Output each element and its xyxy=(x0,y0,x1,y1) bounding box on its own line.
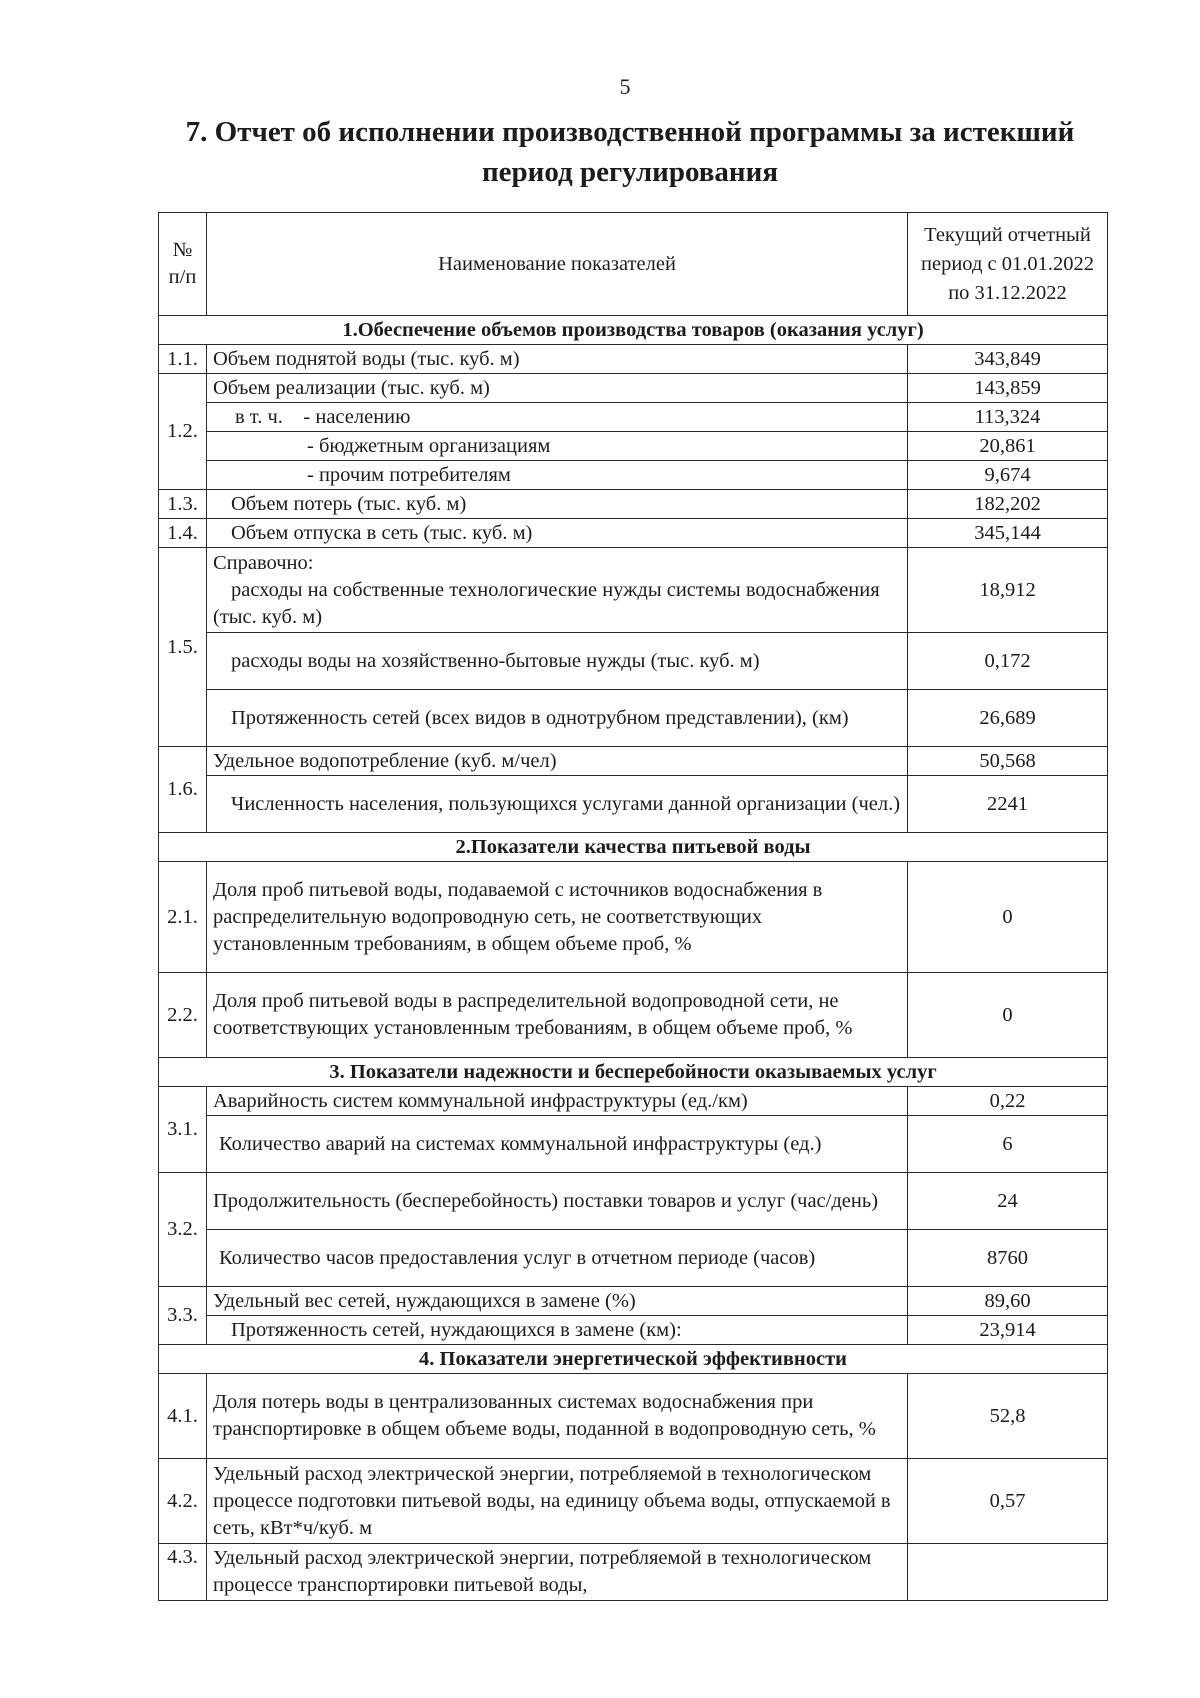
table-row xyxy=(159,519,1108,548)
table-row xyxy=(159,633,1108,690)
row-name: Объем поднятой воды (тыс. куб. м) xyxy=(207,345,908,374)
row-value: 24 xyxy=(908,1173,1108,1230)
row-value: 26,689 xyxy=(908,690,1108,747)
row-value: 9,674 xyxy=(908,461,1108,490)
table-row xyxy=(159,1544,1108,1601)
header-name: Наименование показателей xyxy=(207,213,908,316)
row-name: Удельный вес сетей, нуждающихся в замене (%) xyxy=(207,1287,908,1316)
production-program-table xyxy=(158,212,1108,1601)
row-value: 50,568 xyxy=(908,747,1108,776)
row-name: Доля проб питьевой воды в распределительной водопроводной сети, не соответствующих установленным требованиям, в общем объеме проб, % xyxy=(207,973,908,1058)
page-title: 7. Отчет об исполнении производственной программы за истекший период регулирования xyxy=(185,116,1075,188)
row-value: 182,202 xyxy=(908,490,1108,519)
row-value: 0 xyxy=(908,862,1108,973)
row-name: - бюджетным организациям xyxy=(207,432,908,461)
row-num: 4.1. xyxy=(159,1374,207,1459)
row-name: Численность населения, пользующихся услугами данной организации (чел.) xyxy=(207,776,908,833)
row-name-line: Справочно: xyxy=(213,551,314,574)
row-name: Продолжительность (бесперебойность) поставки товаров и услуг (час/день) xyxy=(207,1173,908,1230)
row-name-line: расходы на собственные технологические нужды системы водоснабжения (тыс. куб. м) xyxy=(213,578,880,628)
row-name: Доля проб питьевой воды, подаваемой с источников водоснабжения в распределительную водопроводную сеть, не соответствующих установленным требованиям, в общем объеме проб, % xyxy=(207,862,908,973)
row-value: 0,172 xyxy=(908,633,1108,690)
table-row xyxy=(159,862,1108,973)
row-name: Протяженность сетей (всех видов в однотрубном представлении), (км) xyxy=(207,690,908,747)
table-row xyxy=(159,374,1108,403)
row-name: Объем отпуска в сеть (тыс. куб. м) xyxy=(207,519,908,548)
row-num: 1.3. xyxy=(159,490,207,519)
row-value: 2241 xyxy=(908,776,1108,833)
section-title-2: 2.Показатели качества питьевой воды xyxy=(159,833,1108,862)
row-name: Доля потерь воды в централизованных системах водоснабжения при транспортировке в общем объеме воды, поданной в водопроводную сеть, % xyxy=(207,1374,908,1459)
row-value: 0 xyxy=(908,973,1108,1058)
section-row xyxy=(159,1058,1108,1087)
row-name: - прочим потребителям xyxy=(207,461,908,490)
row-num: 3.2. xyxy=(159,1173,207,1287)
section-row xyxy=(159,833,1108,862)
page-number: 5 xyxy=(619,74,631,99)
table-row xyxy=(159,403,1108,432)
row-name xyxy=(207,548,908,633)
table-row xyxy=(159,461,1108,490)
row-num: 2.1. xyxy=(159,862,207,973)
table-row xyxy=(159,690,1108,747)
table-row xyxy=(159,1116,1108,1173)
row-name: Аварийность систем коммунальной инфраструктуры (ед./км) xyxy=(207,1087,908,1116)
table-row xyxy=(159,973,1108,1058)
row-value: 23,914 xyxy=(908,1316,1108,1345)
table-row xyxy=(159,1287,1108,1316)
section-title-4: 4. Показатели энергетической эффективности xyxy=(159,1345,1108,1374)
row-value: 343,849 xyxy=(908,345,1108,374)
row-num: 1.1. xyxy=(159,345,207,374)
row-value: 113,324 xyxy=(908,403,1108,432)
row-name: Количество аварий на системах коммунальной инфраструктуры (ед.) xyxy=(207,1116,908,1173)
row-value: 143,859 xyxy=(908,374,1108,403)
row-value: 0,22 xyxy=(908,1087,1108,1116)
row-num: 3.1. xyxy=(159,1087,207,1173)
section-row xyxy=(159,1345,1108,1374)
row-name: Удельное водопотребление (куб. м/чел) xyxy=(207,747,908,776)
section-title-3: 3. Показатели надежности и бесперебойности оказываемых услуг xyxy=(159,1058,1108,1087)
row-name: Протяженность сетей, нуждающихся в замене (км): xyxy=(207,1316,908,1345)
row-num: 3.3. xyxy=(159,1287,207,1345)
row-value: 8760 xyxy=(908,1230,1108,1287)
row-value: 52,8 xyxy=(908,1374,1108,1459)
header-value: Текущий отчетный период с 01.01.2022 по 31.12.2022 xyxy=(908,213,1108,316)
row-value: 345,144 xyxy=(908,519,1108,548)
table-row xyxy=(159,490,1108,519)
row-num: 4.3. xyxy=(159,1544,207,1601)
table-row xyxy=(159,747,1108,776)
table-row xyxy=(159,1374,1108,1459)
row-value: 89,60 xyxy=(908,1287,1108,1316)
row-num: 1.6. xyxy=(159,747,207,833)
row-num: 1.4. xyxy=(159,519,207,548)
table-row xyxy=(159,776,1108,833)
row-name: Объем реализации (тыс. куб. м) xyxy=(207,374,908,403)
table-row xyxy=(159,1459,1108,1544)
row-num: 1.5. xyxy=(159,548,207,747)
row-name: расходы воды на хозяйственно-бытовые нужды (тыс. куб. м) xyxy=(207,633,908,690)
table-row xyxy=(159,1173,1108,1230)
table-row xyxy=(159,1316,1108,1345)
row-value: 18,912 xyxy=(908,548,1108,633)
section-title-1: 1.Обеспечение объемов производства товаров (оказания услуг) xyxy=(159,316,1108,345)
row-name: Количество часов предоставления услуг в отчетном периоде (часов) xyxy=(207,1230,908,1287)
row-num: 4.2. xyxy=(159,1459,207,1544)
table-row xyxy=(159,432,1108,461)
row-name: Удельный расход электрической энергии, потребляемой в технологическом процессе транспортировки питьевой воды, xyxy=(207,1544,908,1601)
row-value xyxy=(908,1544,1108,1601)
row-name: в т. ч. - населению xyxy=(207,403,908,432)
row-num: 2.2. xyxy=(159,973,207,1058)
header-num: № п/п xyxy=(159,213,207,316)
row-value: 6 xyxy=(908,1116,1108,1173)
table-row xyxy=(159,1087,1108,1116)
table-row xyxy=(159,1230,1108,1287)
row-value: 0,57 xyxy=(908,1459,1108,1544)
table-row xyxy=(159,345,1108,374)
table-row xyxy=(159,548,1108,633)
table-header-row xyxy=(159,213,1108,316)
row-num: 1.2. xyxy=(159,374,207,490)
section-row xyxy=(159,316,1108,345)
row-name: Удельный расход электрической энергии, потребляемой в технологическом процессе подготовки питьевой воды, на единицу объема воды, отпускаемой в сеть, кВт*ч/куб. м xyxy=(207,1459,908,1544)
row-value: 20,861 xyxy=(908,432,1108,461)
row-name: Объем потерь (тыс. куб. м) xyxy=(207,490,908,519)
